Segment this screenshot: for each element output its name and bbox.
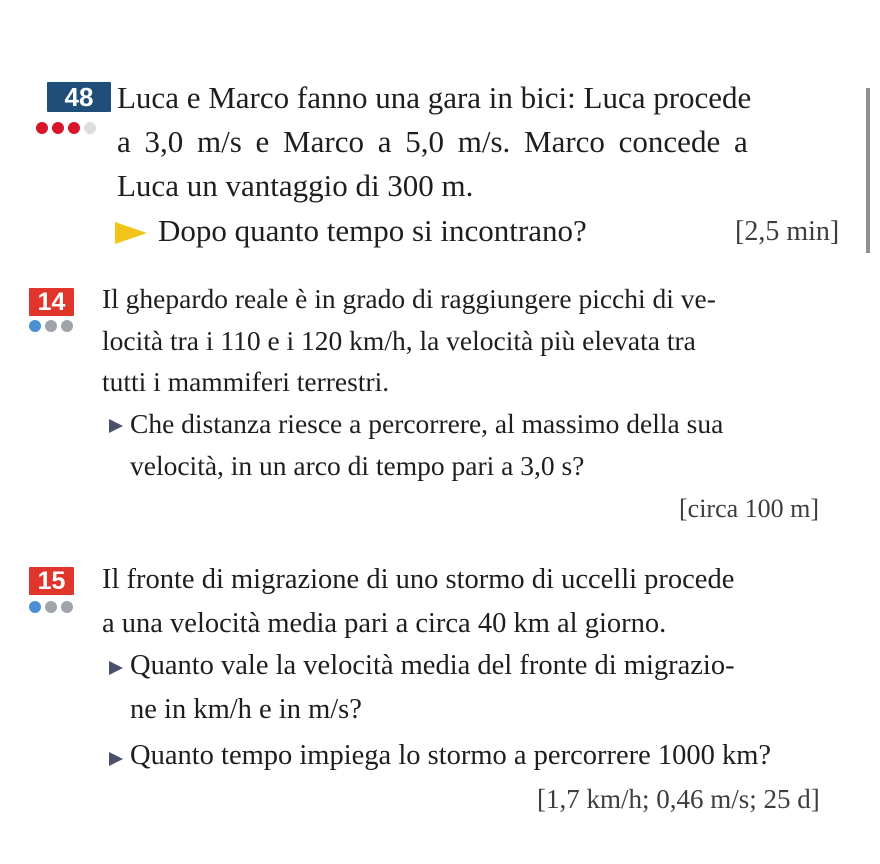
question-arrow-icon: [109, 752, 123, 766]
answer-text: [circa 100 m]: [679, 494, 820, 523]
answer-text: [1,7 km/h; 0,46 m/s; 25 d]: [537, 784, 820, 814]
difficulty-dot: [45, 601, 57, 613]
difficulty-dots: [29, 320, 73, 332]
difficulty-dot: [84, 122, 96, 134]
difficulty-dot: [61, 320, 73, 332]
difficulty-dot: [45, 320, 57, 332]
question-text-line: velocità, in un arco di tempo pari a 3,0 s?: [130, 450, 585, 481]
problem-number-badge: 14: [29, 288, 74, 316]
problem-text-line: Il fronte di migrazione di uno stormo di uccelli procede: [102, 564, 735, 595]
problem-number-badge: 15: [29, 567, 74, 595]
difficulty-dots: [29, 601, 73, 613]
problem-text-line: locità tra i 110 e i 120 km/h, la velocità più elevata tra: [102, 325, 696, 356]
problem-text-line: Il ghepardo reale è in grado di raggiungere picchi di ve-: [102, 283, 716, 314]
problem-text-line: a una velocità media pari a circa 40 km al giorno.: [102, 608, 667, 639]
question-arrow-icon: [109, 661, 123, 675]
question-text: Quanto tempo impiega lo stormo a percorrere 1000 km?: [130, 740, 772, 771]
difficulty-dot: [52, 122, 64, 134]
problem-text-line: tutti i mammiferi terrestri.: [102, 366, 390, 397]
question-text: Dopo quanto tempo si incontrano?: [158, 213, 587, 248]
problem-text-line: Luca e Marco fanno una gara in bici: Luca procede: [117, 80, 752, 115]
page-edge-bar: [866, 88, 870, 253]
problem-text-line: Luca un vantaggio di 300 m.: [117, 168, 474, 203]
difficulty-dot: [29, 320, 41, 332]
difficulty-dot: [36, 122, 48, 134]
difficulty-dot: [61, 601, 73, 613]
question-text-line: Che distanza riesce a percorrere, al massimo della sua: [130, 408, 724, 439]
problem-number-badge: 48: [47, 82, 111, 112]
problem-text-line: a 3,0 m/s e Marco a 5,0 m/s. Marco concede a: [117, 124, 748, 159]
difficulty-dots: [36, 122, 96, 134]
question-text-line: ne in km/h e in m/s?: [130, 694, 362, 725]
difficulty-dot: [68, 122, 80, 134]
answer-text: [2,5 min]: [735, 216, 840, 247]
question-arrow-icon: [109, 419, 123, 433]
difficulty-dot: [29, 601, 41, 613]
question-text-line: Quanto vale la velocità media del fronte di migrazio-: [130, 650, 735, 681]
question-arrow-icon: [115, 222, 147, 244]
